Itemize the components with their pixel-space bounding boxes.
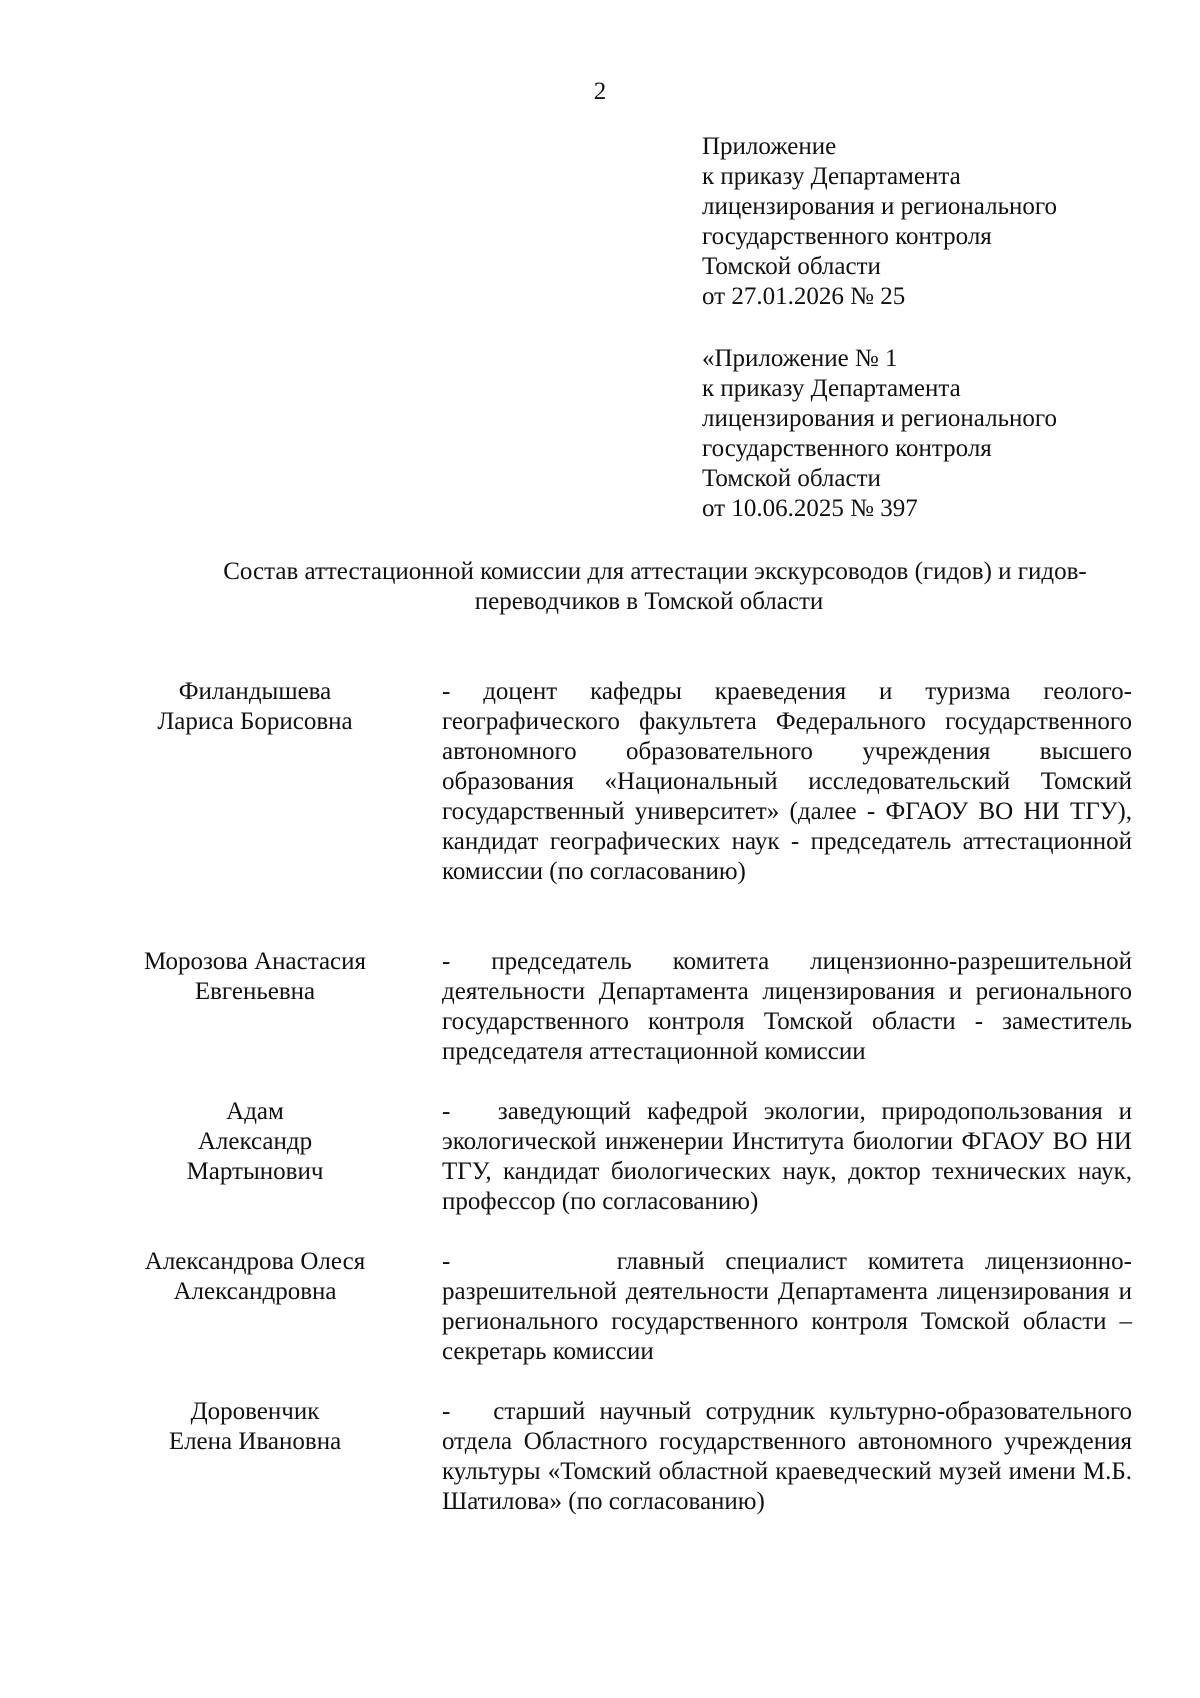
member-role-text: заведующий кафедрой экологии, природопользования и экологической инженерии Института биологии ФГАОУ ВО НИ ТГУ, кандидат биологических наук, доктор технических наук, профессор (по согласованию)	[442, 1098, 1132, 1215]
member-dash: -	[442, 1398, 494, 1425]
member-role-text: старший научный сотрудник культурно-образовательного отдела Областного государственного автономного учреждения культуры «Томский областной краеведческий музей имени М.Б. Шатилова» (по согласованию)	[442, 1398, 1133, 1515]
member-role-text: председатель комитета лицензионно-разрешительной деятельности Департамента лицензирования и регионального государственного контроля Томской области - заместитель председателя аттестационной комиссии	[442, 948, 1132, 1065]
page-number: 2	[593, 78, 607, 105]
appendix-line: Томской области	[702, 253, 881, 280]
member-name-line: Адам	[226, 1098, 284, 1125]
member-name-line: Лариса Борисовна	[157, 708, 353, 735]
document-title	[190, 557, 1120, 617]
member-role-text: главный специалист комитета лицензионно-разрешительной деятельности Департамента лицензирования и регионального государственного контроля Томской области – секретарь комиссии	[442, 1248, 1132, 1365]
member-name-line: Александр	[197, 1128, 313, 1155]
member-dash: -	[442, 948, 492, 975]
appendix-line: Приложение	[702, 133, 837, 160]
appendix-line: лицензирования и регионального	[702, 405, 1057, 432]
member-name-line: Морозова Анастасия	[143, 948, 367, 975]
appendix-header-original	[702, 344, 1057, 524]
member-name	[130, 1097, 380, 1187]
appendix-line: Томской области	[702, 465, 881, 492]
appendix-line: лицензирования и регионального	[702, 193, 1057, 220]
appendix-line: от 10.06.2025 № 397	[702, 495, 918, 522]
member-name-line: Евгеньевна	[194, 978, 316, 1005]
appendix-line: к приказу Департамента	[702, 375, 961, 402]
member-name-line: Александрова Олеся	[144, 1248, 366, 1275]
member-name-line: Елена Ивановна	[168, 1428, 342, 1455]
member-name-line: Филандышева	[178, 678, 332, 705]
member-name-line: Александровна	[173, 1278, 337, 1305]
member-description	[442, 1397, 1132, 1517]
appendix-header-current	[702, 132, 1057, 312]
member-name	[130, 1397, 380, 1457]
member-description	[442, 1097, 1132, 1217]
title-line-1: Состав аттестационной комиссии для аттестации экскурсоводов (гидов) и гидов-	[223, 558, 1087, 585]
member-description	[442, 947, 1132, 1067]
member-name-line: Доровенчик	[190, 1398, 320, 1425]
member-role-text: доцент кафедры краеведения и туризма геолого-географического факультета Федерального государственного автономного образовательного учреждения высшего образования «Национальный исследовательский Томский государственный университет» (далее - ФГАОУ ВО НИ ТГУ), кандидат географических наук - председатель аттестационной комиссии (по согласованию)	[442, 678, 1132, 885]
appendix-line: государственного контроля	[702, 435, 992, 462]
member-description	[442, 677, 1132, 887]
member-name	[130, 677, 380, 737]
member-dash: -	[442, 678, 484, 705]
appendix-line: к приказу Департамента	[702, 163, 961, 190]
member-dash: -	[442, 1098, 498, 1125]
member-description	[442, 1247, 1132, 1367]
appendix-line: государственного контроля	[702, 223, 992, 250]
member-name	[130, 947, 380, 1007]
member-dash: -	[442, 1248, 617, 1275]
title-line-2: переводчиков в Томской области	[474, 588, 824, 615]
appendix-line: «Приложение № 1	[702, 345, 898, 372]
member-name	[130, 1247, 380, 1307]
appendix-line: от 27.01.2026 № 25	[702, 283, 906, 310]
member-name-line: Мартынович	[186, 1158, 324, 1185]
